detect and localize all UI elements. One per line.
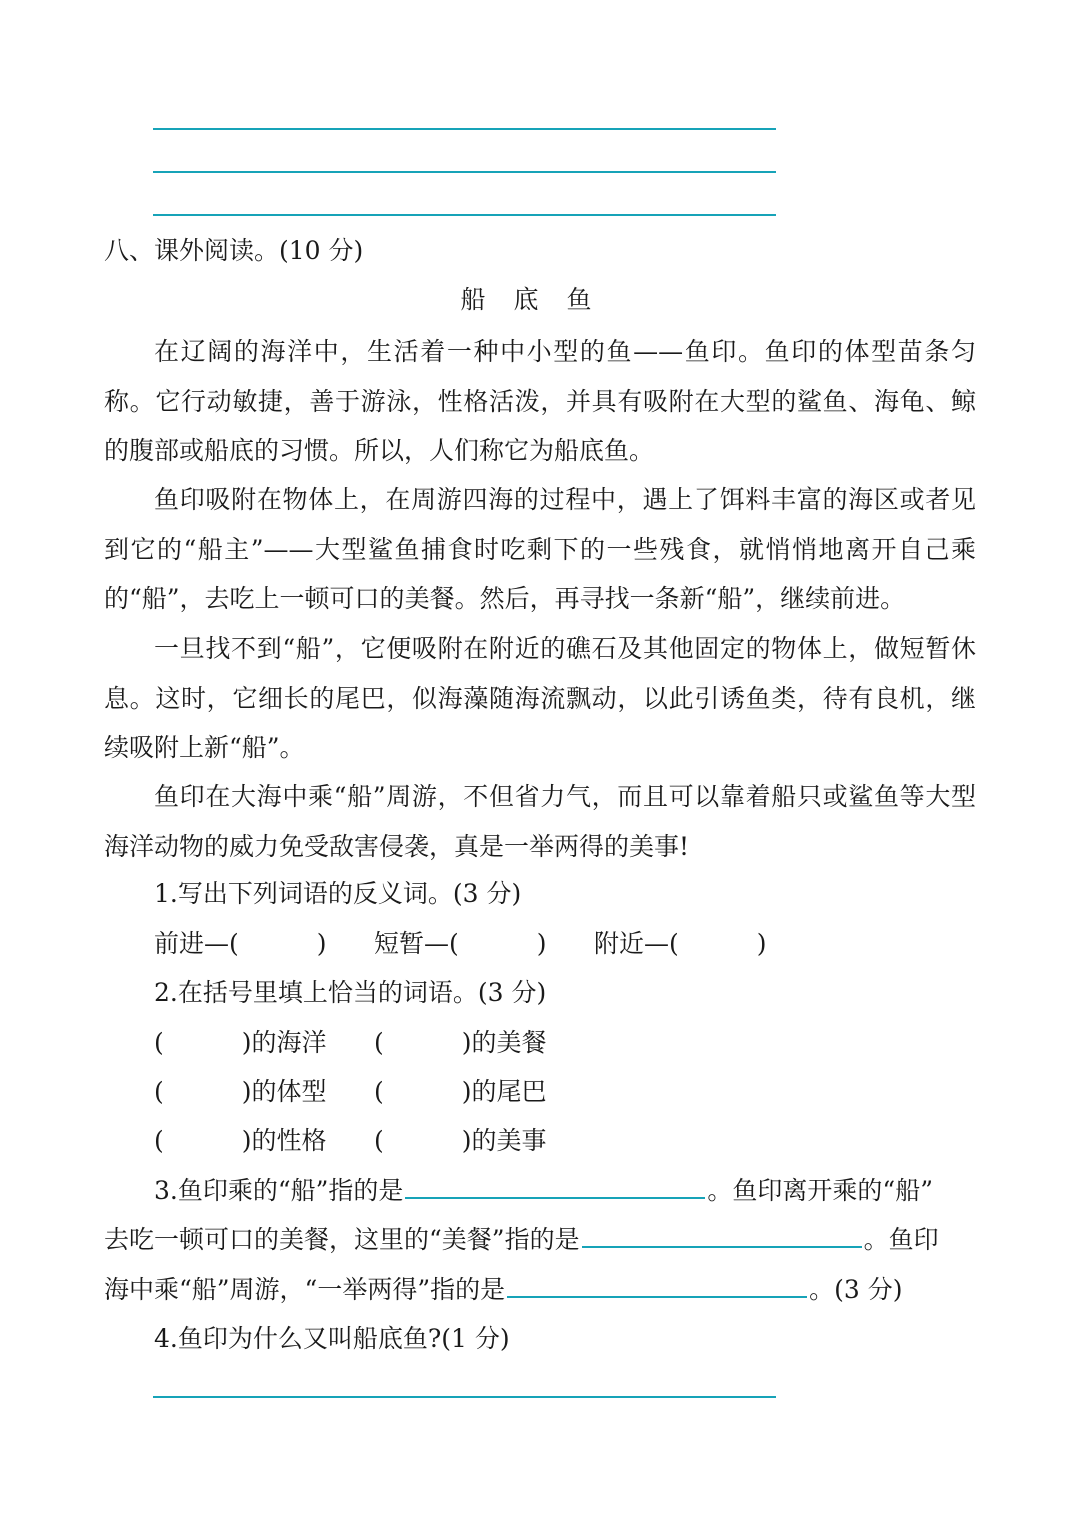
passage-paragraph-1: 在辽阔的海洋中，生活着一种中小型的鱼——鱼印。鱼印的体型苗条匀称。它行动敏捷，善于游泳，性格活泼，并具有吸附在大型的鲨鱼、海龟、鲸的腹部或船底的习惯。所以，人们称它为船底鱼。 — [104, 337, 976, 466]
q3-line-1 — [154, 1173, 933, 1209]
q3-line-3 — [104, 1272, 903, 1308]
q3-text-1: 3.鱼印乘的“船”指的是 — [154, 1176, 404, 1205]
q1-close-paren: ) — [536, 929, 547, 958]
q2-blank-ocean[interactable] — [154, 1025, 327, 1061]
q1-item-label: 短暂—( — [374, 929, 459, 958]
answer-line-2[interactable] — [153, 171, 776, 173]
q3-blank-two-birds[interactable] — [507, 1274, 807, 1298]
passage-title: 船底鱼 — [460, 285, 620, 314]
q3-blank-meal[interactable] — [582, 1224, 862, 1248]
q2-blank-good-thing[interactable] — [374, 1123, 547, 1159]
q3-blank-boat[interactable] — [405, 1175, 705, 1199]
q2-open-paren: ( — [154, 1077, 164, 1106]
q3-text-2: 。鱼印离开乘的“船” — [707, 1176, 933, 1205]
q2-blank-meal[interactable] — [374, 1025, 547, 1061]
q1-item-forward[interactable] — [154, 926, 327, 962]
q2-blank-personality[interactable] — [154, 1123, 327, 1159]
q2-open-paren: ( — [374, 1028, 384, 1057]
q2-item-label: )的尾巴 — [461, 1077, 547, 1106]
passage-paragraph-3: 一旦找不到“船”，它便吸附在附近的礁石及其他固定的物体上，做短暂休息。这时，它细长的尾巴，似海藻随海流飘动，以此引诱鱼类，待有良机，继续吸附上新“船”。 — [104, 634, 976, 763]
q3-text-5: 海中乘“船”周游，“一举两得”指的是 — [104, 1275, 506, 1304]
q1-item-label: 附近—( — [594, 929, 679, 958]
q2-item-label: )的海洋 — [241, 1028, 327, 1057]
q3-text-3: 去吃一顿可口的美餐，这里的“美餐”指的是 — [104, 1225, 580, 1254]
q2-open-paren: ( — [374, 1077, 384, 1106]
q1-close-paren: ) — [316, 929, 327, 958]
q1-prompt: 1.写出下列词语的反义词。(3 分) — [154, 879, 522, 908]
passage-paragraph-4: 鱼印在大海中乘“船”周游，不但省力气，而且可以靠着船只或鲨鱼等大型海洋动物的威力免受敌害侵袭，真是一举两得的美事! — [104, 782, 976, 861]
q2-blank-body[interactable] — [154, 1074, 327, 1110]
q2-item-label: )的美事 — [461, 1126, 547, 1155]
q2-open-paren: ( — [154, 1126, 164, 1155]
q3-line-2 — [104, 1222, 939, 1258]
section-heading: 八、课外阅读。(10 分) — [104, 236, 364, 265]
q3-text-6: 。(3 分) — [809, 1275, 903, 1304]
q1-item-label: 前进—( — [154, 929, 239, 958]
q2-item-label: )的性格 — [241, 1126, 327, 1155]
q2-open-paren: ( — [374, 1126, 384, 1155]
passage-paragraph-2: 鱼印吸附在物体上，在周游四海的过程中，遇上了饵料丰富的海区或者见到它的“船主”——大型鲨鱼捕食时吃剩下的一些残食，就悄悄地离开自己乘的“船”，去吃上一顿可口的美餐。然后，再寻找一条新“船”，继续前进。 — [104, 485, 976, 614]
q2-item-label: )的体型 — [241, 1077, 327, 1106]
q2-item-label: )的美餐 — [461, 1028, 547, 1057]
q1-item-near[interactable] — [594, 926, 767, 962]
q2-blank-tail[interactable] — [374, 1074, 547, 1110]
q1-item-brief[interactable] — [374, 926, 547, 962]
q4-prompt: 4.鱼印为什么又叫船底鱼?(1 分) — [154, 1324, 510, 1353]
q3-text-4: 。鱼印 — [863, 1225, 939, 1254]
q2-open-paren: ( — [154, 1028, 164, 1057]
q1-close-paren: ) — [756, 929, 767, 958]
q2-prompt: 2.在括号里填上恰当的词语。(3 分) — [154, 978, 547, 1007]
answer-line-3[interactable] — [153, 214, 776, 216]
q4-answer-line[interactable] — [153, 1396, 776, 1398]
answer-line-1[interactable] — [153, 128, 776, 130]
